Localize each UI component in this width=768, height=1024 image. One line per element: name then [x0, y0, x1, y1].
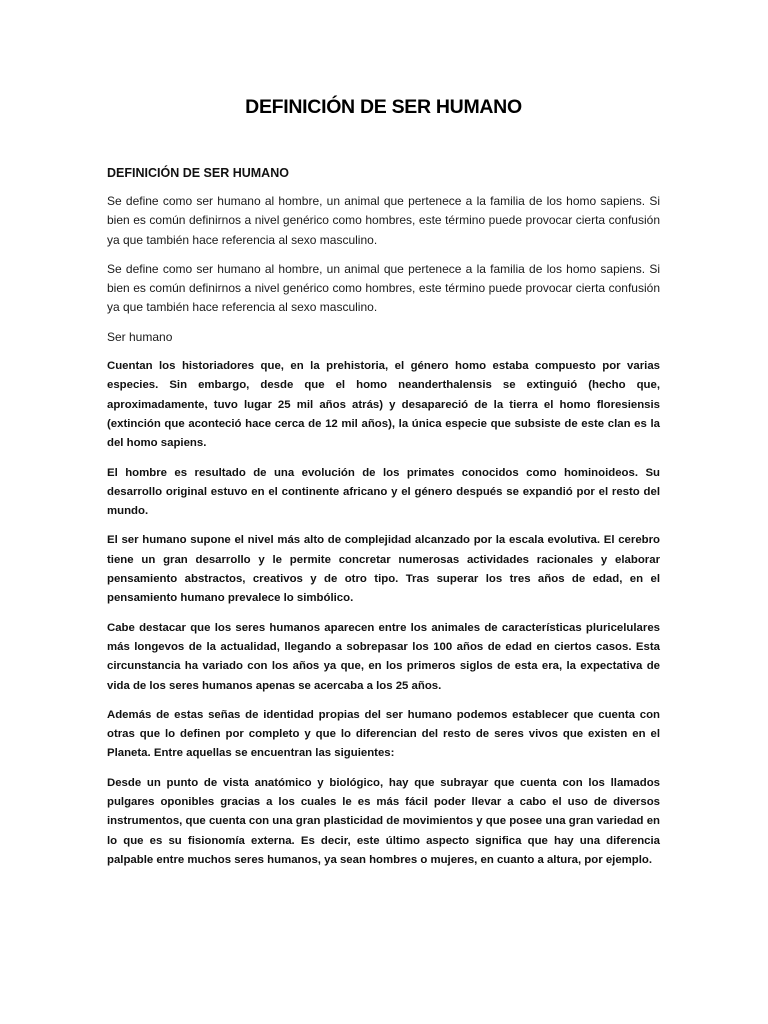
- document-title: DEFINICIÓN DE SER HUMANO: [245, 96, 522, 118]
- paragraph-longevidad: Cabe destacar que los seres humanos aparecen entre los animales de características pluricelulares más longevos de la actualidad, llegando a sobrepasar los 100 años de edad en ciertos casos. Esta circunstancia ha variado con los años ya que, en los primeros siglos de esta era, la expectativa de vida de los seres humanos apenas se acercaba a los 25 años.: [107, 621, 660, 692]
- paragraph-evolucion: El hombre es resultado de una evolución de los primates conocidos como hominoideos. Su desarrollo original estuvo en el continente africano y el género después se expandió por el resto del mundo.: [107, 466, 660, 518]
- paragraph-anatomia: Desde un punto de vista anatómico y biológico, hay que subrayar que cuenta con los llamados pulgares oponibles gracias a los cuales le es más fácil poder llevar a cabo el uso de diversos instrumentos, que cuenta con una gran plasticidad de movimientos y que posee una gran variedad en lo que es su fisionomía externa. Es decir, este último aspecto significa que hay una diferencia palpable entre muchos seres humanos, ya sean hombres o mujeres, en cuanto a altura, por ejemplo.: [107, 776, 660, 866]
- paragraph-historia: Cuentan los historiadores que, en la prehistoria, el género homo estaba compuesto por varias especies. Sin embargo, desde que el homo neanderthalensis se extinguió (hecho que, aproximadamente, tuvo lugar 25 mil años atrás) y desapareció de la tierra el homo floresiensis (extinción que aconteció hace cerca de 12 mil años), la única especie que subsiste de este clan es la del homo sapiens.: [107, 360, 660, 450]
- paragraph-identidad: Además de estas señas de identidad propias del ser humano podemos establecer que cuenta con otras que lo definen por completo y que lo diferencian del resto de seres vivos que existen en el Planeta. Entre aquellas se encuentran las siguientes:: [107, 708, 660, 760]
- paragraph-definition-1: Se define como ser humano al hombre, un animal que pertenece a la familia de los homo sapiens. Si bien es común definirnos a nivel genérico como hombres, este término puede provocar cierta confusión ya que también hace referencia al sexo masculino.: [107, 194, 660, 247]
- paragraph-complejidad: El ser humano supone el nivel más alto de complejidad alcanzado por la escala evolutiva. El cerebro tiene un gran desarrollo y le permite concretar numerosas actividades racionales y elaborar pensamiento abstractos, creativos y de otro tipo. Tras superar los tres años de edad, en el pensamiento humano prevalece lo simbólico.: [107, 534, 660, 605]
- paragraph-definition-2: Se define como ser humano al hombre, un animal que pertenece a la familia de los homo sapiens. Si bien es común definirnos a nivel genérico como hombres, este término puede provocar cierta confusión ya que también hace referencia al sexo masculino.: [107, 261, 660, 315]
- document-body: [107, 192, 660, 880]
- section-heading: DEFINICIÓN DE SER HUMANO: [107, 166, 289, 180]
- paragraph-ser-humano-label: Ser humano: [107, 329, 173, 344]
